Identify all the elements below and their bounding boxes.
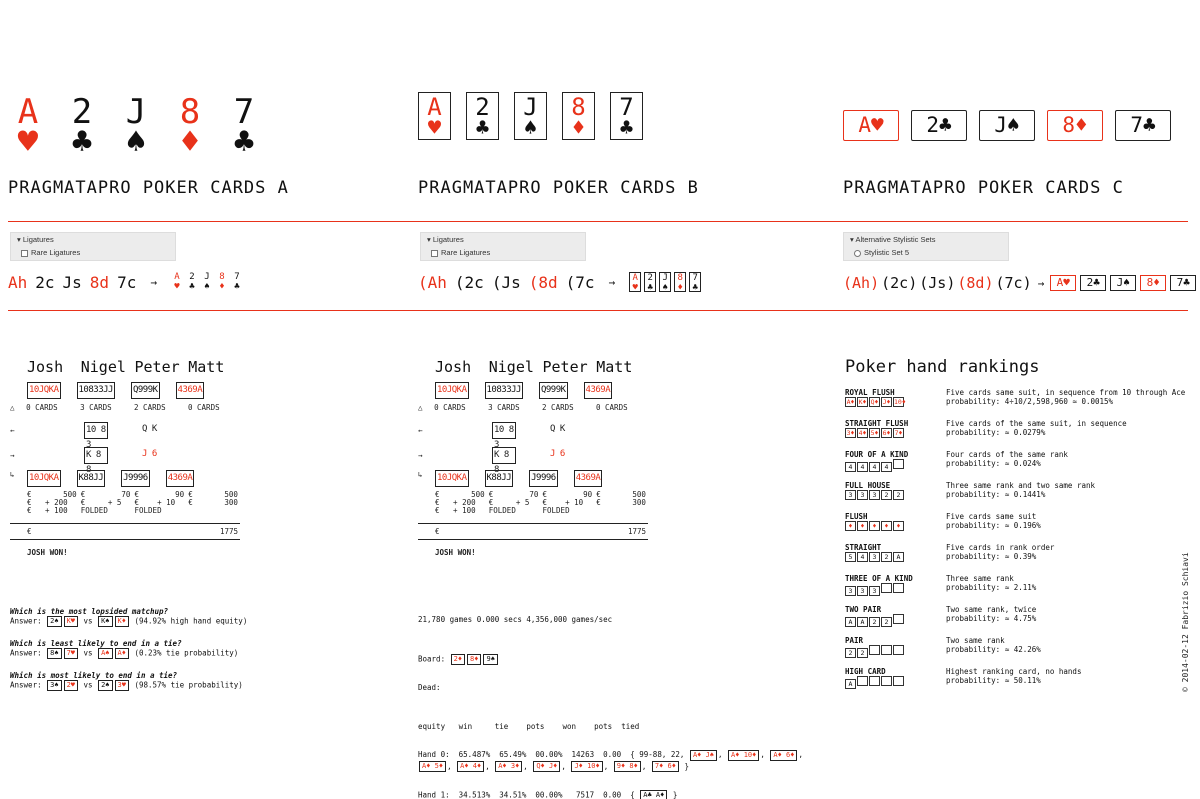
- player-name: Peter: [134, 358, 180, 376]
- tiny-card: 2 ♣: [644, 272, 656, 292]
- hero-card: 8 ♦: [179, 92, 201, 162]
- player-name: Nigel: [488, 358, 534, 376]
- sample-token: (Js: [491, 272, 521, 292]
- bet: € + 5: [80, 498, 122, 507]
- bet: € 300: [596, 498, 646, 507]
- card-chip: 2♦: [451, 654, 465, 665]
- sample-row-c: [843, 274, 1196, 292]
- ranking-desc: Two same rank, twice: [946, 605, 1037, 614]
- tiny-card: 7 ♣: [234, 272, 240, 292]
- panel-option-label: Rare Ligatures: [441, 248, 491, 257]
- tiny-card: 8 ♦: [674, 272, 686, 292]
- card-chip: A♦ 5♦: [419, 761, 446, 772]
- rare-ligatures-checkbox[interactable]: [431, 250, 438, 257]
- disclosure-triangle-icon[interactable]: ▾: [850, 235, 854, 244]
- card-chip: K♥: [64, 616, 78, 627]
- bet: € + 200: [27, 498, 68, 507]
- discard-cards: Q K: [550, 424, 565, 434]
- cards-count: 0 CARDS: [188, 403, 220, 412]
- question: Which is least likely to end in a tie?: [10, 639, 182, 648]
- card-chip: A♣ A♦: [640, 790, 667, 799]
- bet: € + 10: [134, 498, 176, 507]
- sample-token: 8d: [89, 272, 110, 292]
- panel-header: Alternative Stylistic Sets: [855, 235, 936, 244]
- ranking-name: FLUSH: [845, 512, 868, 521]
- discard-cards: 10 8 3: [492, 422, 516, 439]
- bet: FOLDED: [134, 506, 162, 515]
- ranking-row: ROYAL FLUSH A♦ K♦ Q♦ J♦ 10♦ Five cards same suit, in sequence from 10 through Ace probability: 4÷10/2,598,960 ≈ 0.0015%: [845, 388, 1186, 406]
- player-names: [27, 358, 242, 376]
- hero-card: 8 ♦: [562, 92, 595, 140]
- sample-token: (Js): [919, 274, 956, 292]
- total-symbol: €: [435, 527, 440, 536]
- hero-card: J♠: [979, 110, 1035, 141]
- sample-token: (7c: [565, 272, 595, 292]
- bet: € 500: [435, 490, 485, 499]
- player-hand: Q999K: [131, 382, 160, 399]
- card-chip: 2♠: [98, 680, 112, 691]
- bet: FOLDED: [488, 506, 516, 515]
- discard-arrow-icon: ←: [10, 426, 15, 435]
- sample-row-a: [8, 272, 243, 292]
- bet: € + 200: [435, 498, 476, 507]
- question-block: Which is the most lopsided matchup? Answer: 2♠ K♥ vs K♠ K♦ (94.92% high hand equity): [10, 607, 248, 626]
- card-chip: A♦ 3♦: [495, 761, 522, 772]
- ranking-desc: Two same rank: [946, 636, 1005, 645]
- player-hand: 4369A: [584, 382, 613, 399]
- player-hand: 4369A: [176, 382, 205, 399]
- hero-card: 7♣: [1115, 110, 1171, 141]
- ranking-prob: probability: ≈ 0.1441%: [946, 490, 1046, 499]
- cards-count: 3 CARDS: [488, 403, 520, 412]
- card-chip: 9♠: [483, 654, 497, 665]
- tiny-card: A ♥: [629, 272, 641, 292]
- sample-token: 7c: [117, 272, 137, 292]
- sample-row-b: [418, 272, 701, 292]
- sample-token: (2c: [454, 272, 484, 292]
- rare-ligatures-checkbox[interactable]: [21, 250, 28, 257]
- title-a: PRAGMATAPRO POKER CARDS A: [8, 178, 289, 198]
- question: Which is the most lopsided matchup?: [10, 607, 169, 616]
- ranking-name: STRAIGHT FLUSH: [845, 419, 909, 428]
- card-chip: J♦ 10♦: [571, 761, 602, 772]
- question-block: Which is least likely to end in a tie? Answer: 8♠ 7♥ vs A♠ A♦ (0.23% tie probability): [10, 639, 239, 658]
- arrow-icon: →: [1037, 276, 1045, 290]
- answer-result: (0.23% tie probability): [134, 648, 239, 658]
- player-hand: 10833JJ: [77, 382, 115, 399]
- ranking-row: FOUR OF A KIND 4 4 4 4 Four cards of the same rank probability: ≈ 0.024%: [845, 450, 1068, 471]
- rankings-list: [845, 388, 1190, 698]
- ranking-name: THREE OF A KIND: [845, 574, 913, 583]
- sample-token: (8d: [528, 272, 558, 292]
- bet: € 90: [134, 490, 185, 499]
- divider: [8, 221, 1188, 222]
- game-table-a: [10, 358, 242, 557]
- hero-card: A ♥: [17, 92, 39, 162]
- ranking-row: THREE OF A KIND 3 3 3 Three same rank probability: ≈ 2.11%: [845, 574, 1037, 595]
- cards-count: 2 CARDS: [542, 403, 574, 412]
- player-hand: Q999K: [539, 382, 568, 399]
- ranking-row: TWO PAIR A A 2 2 Two same rank, twice probability: ≈ 4.75%: [845, 605, 1037, 626]
- discard-arrow-icon: ←: [418, 426, 423, 435]
- bet: € 500: [188, 490, 238, 499]
- bet: FOLDED: [80, 506, 108, 515]
- ranking-name: FOUR OF A KIND: [845, 450, 909, 459]
- hand-0-stats: Hand 0: 65.487% 65.49% 00.00% 14263 0.00 { 99-88, 22,: [418, 750, 685, 759]
- ranking-prob: probability: ≈ 0.196%: [946, 521, 1041, 530]
- hero-card: 2♣: [911, 110, 967, 141]
- cards-count: 0 CARDS: [596, 403, 628, 412]
- ranking-prob: probability: ≈ 2.11%: [946, 583, 1037, 592]
- stylistic-set-radio[interactable]: [854, 250, 861, 257]
- card-chip: A♦ 4♦: [457, 761, 484, 772]
- cards-count: 2 CARDS: [134, 403, 166, 412]
- ranking-name: PAIR: [845, 636, 864, 645]
- sample-token: (7c): [995, 274, 1032, 292]
- ranking-prob: probability: ≈ 42.26%: [946, 645, 1041, 654]
- title-c: PRAGMATAPRO POKER CARDS C: [843, 178, 1124, 198]
- ranking-row: STRAIGHT FLUSH 3♦ 4♦ 5♦ 6♦ 7♦ Five cards of the same suit, in sequence probability: ≈ 0.0279%: [845, 419, 1127, 437]
- disclosure-triangle-icon[interactable]: ▾: [427, 235, 431, 244]
- player-name: Nigel: [80, 358, 126, 376]
- ranking-desc: Five cards same suit, in sequence from 10 through Ace: [946, 388, 1186, 397]
- sim-header: equity win tie pots won pots tied: [418, 722, 640, 731]
- draw-arrow-icon: →: [10, 451, 15, 460]
- card-chip: 8♦: [467, 654, 481, 665]
- dead-label: Dead:: [418, 683, 441, 692]
- bell-icon: △: [10, 403, 15, 412]
- player-name: Josh: [27, 358, 64, 376]
- hero-card: A♥: [843, 110, 899, 141]
- tiny-card: 2♣: [1080, 275, 1106, 291]
- sample-token: (8d): [957, 274, 994, 292]
- questions: [10, 607, 310, 691]
- showdown-icon: ↳: [10, 470, 15, 479]
- ranking-desc: Highest ranking card, no hands: [946, 667, 1082, 676]
- panel-header: Ligatures: [432, 235, 464, 244]
- divider: [8, 310, 1188, 311]
- ranking-desc: Three same rank and two same rank: [946, 481, 1096, 490]
- draw-cards: K 8 8: [84, 447, 108, 464]
- bell-icon: △: [418, 403, 423, 412]
- bet: € 300: [188, 498, 238, 507]
- ranking-name: STRAIGHT: [845, 543, 882, 552]
- hero-card: 8♦: [1047, 110, 1103, 141]
- question: Which is most likely to end in a tie?: [10, 671, 178, 680]
- question-block: Which is most likely to end in a tie? Answer: 3♠ 2♥ vs 2♠ 3♥ (98.57% tie probability): [10, 671, 243, 690]
- ranking-prob: probability: ≈ 0.024%: [946, 459, 1041, 468]
- showdown-icon: ↳: [418, 470, 423, 479]
- hero-card: 2 ♣: [466, 92, 499, 140]
- simulation: 21,780 games 0.000 secs 4,356,000 games/sec Board: 2♦ 8♦ 9♠ Dead: equity win tie pots won pots tied Hand 0: 65.487% 65.49% 00.00% 14263 0.00 { 99-88, 22, A♦ J♠ , A♦ 10♦ , A♦ 6♦ , A♦ 5♦ , A♦ 4♦ , A♦ 3♦ , Q♦ J♦ , J♦ 10♦ , 9♦ 8♦ , 7♦ 6♦ } Hand 1: 34.513% 34.51% 00.00% 7517 0.00 { A♣ A♦ }: [418, 597, 818, 799]
- card-chip: K♦: [115, 616, 129, 627]
- pot-total: 1775: [627, 527, 646, 536]
- disclosure-triangle-icon[interactable]: ▾: [17, 235, 21, 244]
- sample-token: (Ah: [418, 272, 447, 292]
- draw-cards: K 8 8: [492, 447, 516, 464]
- hero-card: A ♥: [418, 92, 451, 140]
- tiny-card: 7 ♣: [689, 272, 701, 292]
- card-chip: A♦ 10♦: [728, 750, 759, 761]
- ranking-prob: probability: ≈ 0.39%: [946, 552, 1037, 561]
- arrow-icon: →: [608, 275, 616, 289]
- card-chip: A♦: [115, 648, 129, 659]
- tiny-card: A♥: [1050, 275, 1076, 291]
- bet: € 500: [596, 490, 646, 499]
- cards-count: 0 CARDS: [26, 403, 58, 412]
- panel-option-label: Stylistic Set 5: [864, 248, 910, 257]
- hero-card: J ♠: [514, 92, 547, 140]
- ranking-row: FULL HOUSE 3 3 3 2 2 Three same rank and two same rank probability: ≈ 0.1441%: [845, 481, 1096, 499]
- bet: € + 100: [435, 506, 476, 515]
- final-hand: 10JQKA: [435, 470, 469, 487]
- ranking-desc: Five cards in rank order: [946, 543, 1055, 552]
- tiny-card: 8♦: [1140, 275, 1166, 291]
- panel-option-label: Rare Ligatures: [31, 248, 81, 257]
- tiny-card: J♠: [1110, 275, 1136, 291]
- player-name: Matt: [188, 358, 225, 376]
- bet: € + 100: [27, 506, 68, 515]
- ranking-desc: Three same rank: [946, 574, 1014, 583]
- panel-header: Ligatures: [22, 235, 54, 244]
- ranking-name: TWO PAIR: [845, 605, 882, 614]
- player-names: [435, 358, 650, 376]
- sample-token: (2c): [881, 274, 918, 292]
- game-table-b: [418, 358, 650, 557]
- ranking-prob: probability: ≈ 4.75%: [946, 614, 1037, 623]
- draw-cards: J 6: [550, 449, 565, 459]
- tiny-card: 8 ♦: [219, 272, 225, 292]
- hero-card: 7 ♣: [233, 92, 255, 162]
- ranking-name: HIGH CARD: [845, 667, 886, 676]
- final-hand: J9996: [529, 470, 558, 487]
- hand-1-stats: Hand 1: 34.513% 34.51% 00.00% 7517 0.00 {: [418, 790, 635, 799]
- winner-label: JOSH WON!: [27, 548, 68, 557]
- hero-card: 7 ♣: [610, 92, 643, 140]
- final-hand: 10JQKA: [27, 470, 61, 487]
- cards-count: 3 CARDS: [80, 403, 112, 412]
- winner-label: JOSH WON!: [435, 548, 476, 557]
- card-chip: A♦ J♠: [690, 750, 717, 761]
- final-hand: 4369A: [166, 470, 195, 487]
- card-chip: K♠: [98, 616, 112, 627]
- rankings-title: Poker hand rankings: [845, 357, 1040, 377]
- sample-token: (Ah): [843, 274, 880, 292]
- bet: € 70: [488, 490, 539, 499]
- ranking-row: STRAIGHT 5 4 3 2 A Five cards in rank order probability: ≈ 0.39%: [845, 543, 1055, 561]
- player-name: Peter: [542, 358, 588, 376]
- ranking-prob: probability: ≈ 50.11%: [946, 676, 1041, 685]
- card-chip: 3♠: [47, 680, 61, 691]
- sample-token: Js: [62, 272, 82, 292]
- total-symbol: €: [27, 527, 32, 536]
- tiny-card: 7♣: [1170, 275, 1196, 291]
- answer-result: (98.57% tie probability): [134, 680, 243, 690]
- card-chip: 7♦ 6♦: [652, 761, 679, 772]
- ranking-prob: probability: 4÷10/2,598,960 ≈ 0.0015%: [946, 397, 1114, 406]
- hero-cards-c: [843, 110, 1171, 141]
- player-hand: 10833JJ: [485, 382, 523, 399]
- ligatures-panel-a: [10, 232, 176, 261]
- cards-count: 0 CARDS: [434, 403, 466, 412]
- discard-cards: 10 8 3: [84, 422, 108, 439]
- tiny-card: A ♥: [174, 272, 180, 292]
- final-hand: K88JJ: [485, 470, 514, 487]
- card-chip: 3♥: [115, 680, 129, 691]
- ranking-row: PAIR 2 2 Two same rank probability: ≈ 42.26%: [845, 636, 1041, 657]
- hero-card: 2 ♣: [71, 92, 93, 162]
- player-name: Matt: [596, 358, 633, 376]
- hero-cards-a: [8, 92, 264, 162]
- arrow-icon: →: [150, 275, 157, 289]
- card-chip: 2♠: [47, 616, 61, 627]
- ranking-row: HIGH CARD A Highest ranking card, no hands probability: ≈ 50.11%: [845, 667, 1082, 688]
- bet: FOLDED: [542, 506, 570, 515]
- tiny-card: J ♠: [659, 272, 671, 292]
- answer-result: (94.92% high hand equity): [134, 616, 248, 626]
- stylistic-sets-panel-c: [843, 232, 1009, 261]
- ranking-desc: Four cards of the same rank: [946, 450, 1068, 459]
- credit: © 2014-02-12 Fabrizio Schiavi: [1181, 552, 1190, 692]
- card-chip: 9♦ 8♦: [614, 761, 641, 772]
- player-hand: 10JQKA: [435, 382, 469, 399]
- card-chip: 2♥: [64, 680, 78, 691]
- draw-arrow-icon: →: [418, 451, 423, 460]
- hero-card: J ♠: [125, 92, 147, 162]
- bet: € 70: [80, 490, 131, 499]
- ligatures-panel-b: [420, 232, 586, 261]
- card-chip: 7♥: [64, 648, 78, 659]
- tiny-card: J ♠: [204, 272, 210, 292]
- ranking-prob: probability: ≈ 0.0279%: [946, 428, 1046, 437]
- hero-cards-b: [418, 92, 643, 140]
- bet: € 90: [542, 490, 593, 499]
- card-chip: A♦ 6♦: [770, 750, 797, 761]
- sim-stats: 21,780 games 0.000 secs 4,356,000 games/sec: [418, 615, 613, 624]
- sample-token: Ah: [8, 272, 28, 292]
- ranking-name: ROYAL FLUSH: [845, 388, 895, 397]
- tiny-card: 2 ♣: [189, 272, 195, 292]
- final-hand: 4369A: [574, 470, 603, 487]
- player-name: Josh: [435, 358, 472, 376]
- pot-total: 1775: [219, 527, 238, 536]
- ranking-row: FLUSH ♦ ♦ ♦ ♦ ♦ Five cards same suit probability: ≈ 0.196%: [845, 512, 1041, 530]
- discard-cards: Q K: [142, 424, 157, 434]
- final-hand: K88JJ: [77, 470, 106, 487]
- final-hand: J9996: [121, 470, 150, 487]
- ranking-name: FULL HOUSE: [845, 481, 891, 490]
- card-chip: A♠: [98, 648, 112, 659]
- bet: € 500: [27, 490, 77, 499]
- bet: € + 5: [488, 498, 530, 507]
- player-hand: 10JQKA: [27, 382, 61, 399]
- title-b: PRAGMATAPRO POKER CARDS B: [418, 178, 699, 198]
- sample-token: 2c: [35, 272, 55, 292]
- draw-cards: J 6: [142, 449, 157, 459]
- card-chip: Q♦ J♦: [533, 761, 560, 772]
- ranking-desc: Five cards of the same suit, in sequence: [946, 419, 1127, 428]
- card-chip: 8♠: [47, 648, 61, 659]
- ranking-desc: Five cards same suit: [946, 512, 1037, 521]
- bet: € + 10: [542, 498, 584, 507]
